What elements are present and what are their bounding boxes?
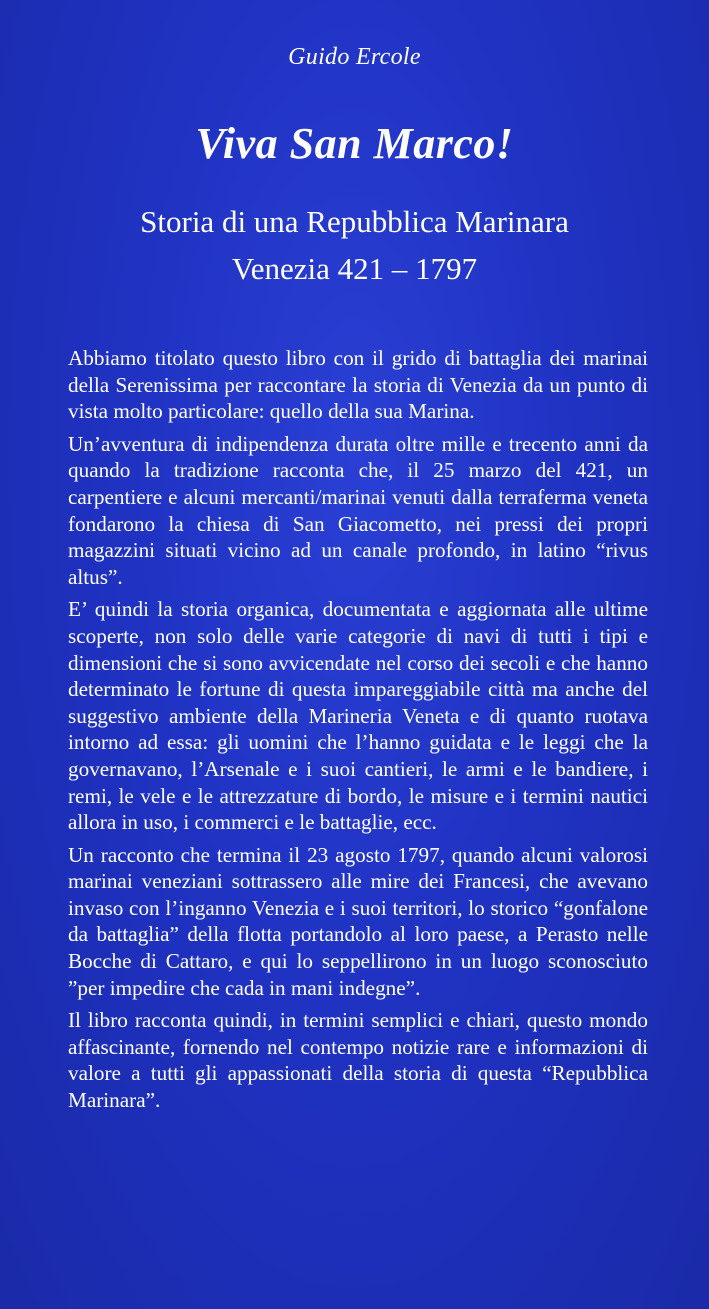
blurb-text bbox=[68, 345, 648, 1120]
book-title: Viva San Marco! bbox=[195, 119, 514, 168]
blurb-paragraph-5: Il libro racconta quindi, in termini semplici e chiari, questo mondo affascinante, fornendo nel contempo notizie rare e informazioni di valore a tutti gli appassionati della storia di questa “Repubblica Marinara”. bbox=[68, 1008, 648, 1113]
subtitle-line-2: Venezia 421 – 1797 bbox=[231, 251, 478, 286]
blurb-paragraph-3: E’ quindi la storia organica, documentata e aggiornata alle ultime scoperte, non solo delle varie categorie di navi di tutti i tipi e dimensioni che si sono avvicendate nel corso dei secoli e che hanno determinato le fortune di questa impareggiabile città ma anche del suggestivo ambiente della Marineria Veneta e di quanto ruotava intorno ad essa: gli uomini che l’hanno guidata e le leggi che la governavano, l’Arsenale e i suoi cantieri, le armi e le bandiere, i remi, le vele e le attrezzature di bordo, le misure e i termini nautici allora in uso, i commerci e le battaglie, ecc. bbox=[68, 597, 648, 835]
blurb-paragraph-4: Un racconto che termina il 23 agosto 1797, quando alcuni valorosi marinai veneziani sottrassero alle mire dei Francesi, che avevano invaso con l’inganno Venezia e i suoi territori, lo storico “gonfalone da battaglia” della flotta portandolo al loro paese, a Perasto nelle Bocche di Cattaro, e qui lo seppellirono in un luogo sconosciuto ”per impedire che cada in mani indegne”. bbox=[68, 842, 648, 1000]
blurb-paragraph-2: Un’avventura di indipendenza durata oltre mille e trecento anni da quando la tradizione racconta che, il 25 marzo del 421, un carpentiere e alcuni mercanti/marinai venuti dalla terraferma veneta fondarono la chiesa di San Giacometto, nei pressi dei propri magazzini situati vicino ad un canale profondo, in latino “rivus altus”. bbox=[68, 431, 648, 589]
book-subtitle bbox=[0, 198, 709, 292]
author-name: Guido Ercole bbox=[288, 44, 421, 70]
subtitle-line-1: Storia di una Repubblica Marinara bbox=[140, 204, 569, 239]
blurb-paragraph-1: Abbiamo titolato questo libro con il grido di battaglia dei marinai della Serenissima per raccontare la storia di Venezia da un punto di vista molto particolare: quello della sua Marina. bbox=[68, 346, 648, 424]
